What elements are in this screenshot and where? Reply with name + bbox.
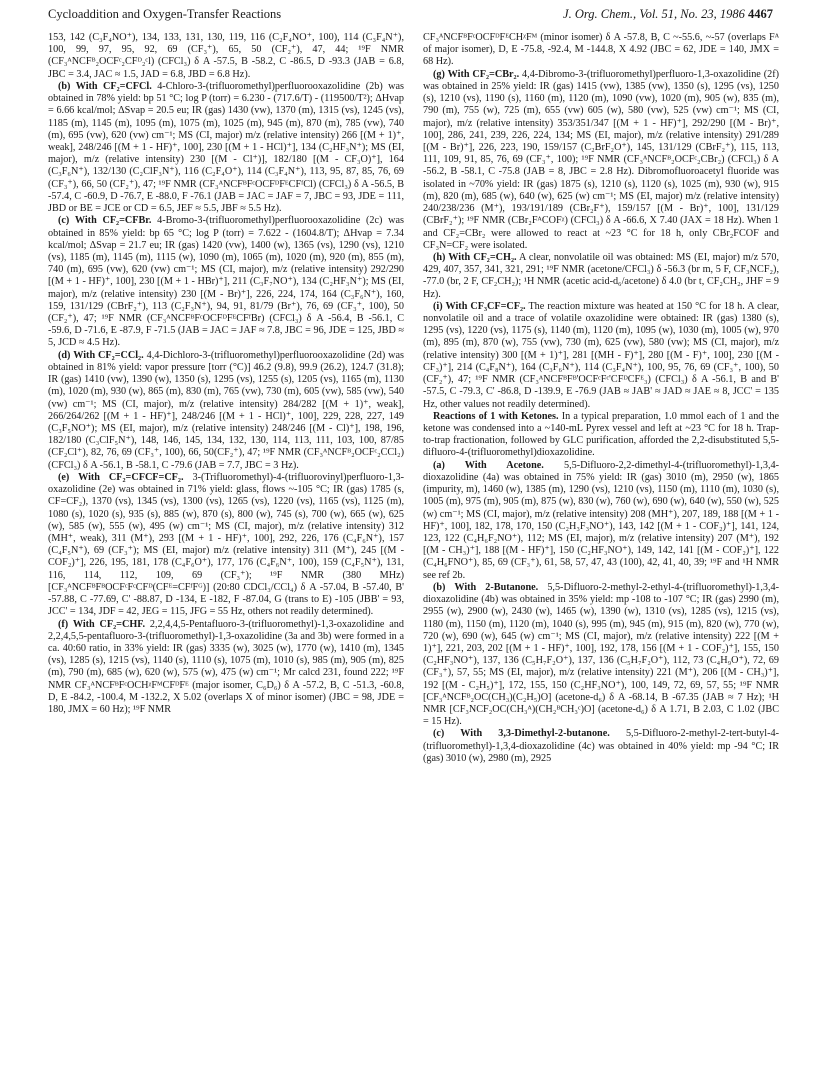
paragraph xyxy=(423,252,779,301)
paragraph-text: 3-(Trifluoromethyl)-4-(trifluorovinyl)perfluoro-1,3-oxazolidine (2e) was obtained in 71% yield: glass, flows ~-105 °C; IR (gas) 1785 (s, CF=CF₂), 1370 (vs), 1345 (vs), 1300 (vs), 1265 (vs), 1220 (vs), 1165 (vs), 1125 (m), 1080 (s), 1020 (s), 935 (s), 885 (w), 870 (s), 800 (w), 745 (s), 700 (w), 665 (w), 625 (w), 585 (w), 555 (w), 495 (w) cm⁻¹; MS (CI, major), m/z (relative intensity) 312 (MH⁺, weak), 311 (M⁺), 293 [(M + 1 - HF)⁺, 100], 292, 226, 176 (C₄F₆N⁺), 157 (C₄F₅N⁺), 69 (CF₃⁺); MS (EI, major) m/z (relative intensity) 311 (M⁺), 245 [(M - COF₂)⁺], 226, 195, 181, 178 (C₄F₆O⁺), 177, 176 (C₄F₆N⁺, 100), 159 (C₄F₅N⁺), 131, 116, 114, 112, 109, 69 (CF₃⁺); ¹⁹F NMR (380 MHz) [CF₃ᴬNCFᴮFᴮOCFᶜFᶜCFᴰ(CFᴱ=CFᶠFᴳ)] (20:80 CDCl₃/CCl₄) δ A -57.04, B -57.40, B' -57.88, C -77.69, C' -88.87, D -134, E -182, F -87.04, G (trans to E) -105 (JBB' = 93, JCC' = 134, JDF = 42, JEG = 115, JFG = 55 Hz, others not readily determined). xyxy=(48,471,404,618)
running-header xyxy=(48,7,773,25)
paragraph xyxy=(423,32,779,69)
paragraph xyxy=(48,32,404,81)
journal-name: J. Org. Chem., xyxy=(563,7,637,21)
running-title: Cycloaddition and Oxygen-Transfer Reactions xyxy=(48,7,282,21)
journal-citation xyxy=(563,7,773,22)
paragraph-text: 153, 142 (C₃F₄NO⁺), 134, 133, 131, 130, 119, 116 (C₂F₄NO⁺, 100), 114 (C₃F₄N⁺), 100, 99, 97, 95, 92, 69 (CF₃⁺), 65, 50 (CF₂⁺), 47, 44; ¹⁹F NMR (CF₃ᴬNCFᴮ₂OCFᶜ₂CFᴰ₂ᶜl) (CFCl₃) δ A -57.5, B -58.2, C -86.5, D -93.3 (JAB = 6.8, JBC = 3.4, JAC ≈ 1.5, JAD = 6.8, JBD = 6.8 Hz). xyxy=(48,32,404,80)
section-heading: Reactions of 1 with Ketones. xyxy=(433,410,559,422)
paragraph xyxy=(48,619,404,717)
paragraph-text: CF₃ᴬNCFᴮFᶜOCFᴰFᴱCHᵡFᴹ (minor isomer) δ A -57.8, B, C ~-55.6, ~-57 (overlaps Fᴬ of major isomer), D, E -75.8, -92.4, M -144.8, X 4.92 (JBC = 62, JDE = 140, JMX = 68 Hz). xyxy=(423,32,779,68)
volume-issue-year: Vol. 51, No. 23, 1986 xyxy=(639,7,745,21)
paragraph xyxy=(423,582,779,729)
paragraph-text: 4,4-Dibromo-3-(trifluoromethyl)perfluoro-1,3-oxazolidine (2f) was obtained in 25% yield: IR (gas) 1415 (vw), 1385 (vw), 1350 (s), 1295 (vs), 1250 (s), 1210 (vs), 1190 (s), 1160 (m), 1120 (m), 1090 (vw), 1020 (m), 905 (w), 835 (m), 790 (m), 755 (w), 725 (m), 655 (vw) 605 (w), 580 (vw), 525 (vw) cm⁻¹; MS (CI, major), m/z (relative intensity) 353/351/347 [(M + 1 - HF)⁺], 292/290 [(M - Br)⁺, 100], 286, 241, 239, 226, 224, 134; MS (EI, major), m/z (relative intensity) 291/289 [(M - Br)⁺], 226, 223, 190, 159/157 (C₂BrF₂O⁺), 145, 131/129 (CBrF₂⁺), 115, 113, 111, 109, 91, 85, 76, 69 (CF₃⁺, 100); ¹⁹F NMR (CF₃ᴬNCFᴮ₂OCFᶜ₂CBr₂) (CFCl₃) δ A -56.2, B -58.1, C -75.8 (JAB = 8, JBC = 2.8 Hz). Dibromofluoroacetyl fluoride was isolated in ~70% yield: IR (gas) 1875 (s), 1210 (s), 1120 (s), 1025 (m), 930 (w), 915 (m), 820 (m), 685 (w), 640 (w), 625 (w) cm⁻¹; MS (EI, major) m/z (relative intensity) 240/238/236 (M⁺), 193/191/189 (CBr₂F⁺), 159/157 [(M - Br)⁺, 100], 131/129 (CBrF₂⁺); ¹⁹F NMR (CBr₂FᴬCOFᵡ) (CFCl₃) δ A -66.6, X 7.40 (JAX = 18 Hz). When 1 and CF₂=CBr₂ were allowed to react at ~23 °C for 18 h, only CBr₂FCOF and CF₃N=CF₂ were isolated. xyxy=(423,68,779,251)
paragraph xyxy=(48,472,404,619)
paragraph xyxy=(48,215,404,349)
page-number: 4467 xyxy=(748,7,773,21)
paragraph xyxy=(423,411,779,460)
paragraph-text: 4-Chloro-3-(trifluoromethyl)perfluorooxazolidine (2b) was obtained in 78% yield: bp 51 °C; log P (torr) = 6.230 - (717.6/T) - (119500/T²); ΔHvap = 6.66 kcal/mol; ΔSvap = 20.5 eu; IR (gas) 1430 (vw), 1370 (m), 1315 (vs), 1245 (vs), 1185 (m), 1145 (m), 1095 (m), 1075 (m), 1025 (m), 945 (m), 870 (m), 785 (vw), 740 (m), 695 (vw), 620 (vw) cm⁻¹; MS (CI, major) m/z (relative intensity) 266 [(M + 1)⁺, weak], 248/246 [(M + 1 - HF)⁺, 100], 230 [(M + 1 - HCl)⁺], 134 (C₂HF₃N⁺); MS (EI, major), m/z (relative intensity) 230 [(M - Cl⁺)], 182/180 [(M - CF₃O)⁺], 164 (C₃F₆N⁺), 132/130 (C₂ClF₃N⁺), 116 (C₂F₄O⁺), 114 (C₃F₄N⁺), 113, 95, 87, 85, 76, 69 (CF₃⁺), 66, 50 (CF₂⁺), 47; ¹⁹F NMR (CF₃ᴬNCFᴮFᶜOCFᴰFᴱCFᶠCl) (CFCl₃) δ A -56.5, B -57.4, C -60.9, D -76.7, E -88.0, F -76.1 (JAB = JAC = JAF = 7, JBC = 93, JDE = 111, JBD or BE = JCE or CD = 6.5, JEF ≈ 5.5, JBF ≈ 5.5 Hz). xyxy=(48,80,404,215)
paragraph-text: 5,5-Difluoro-2,2-dimethyl-4-(trifluoromethyl)-1,3,4-dioxazolidine (4a) was obtained in 75% yield: IR (gas) 3010 (m), 2950 (w), 1865 (impurity, m), 1460 (w), 1385 (m), 1290 (vs), 1210 (vs), 1150 (m), 1110 (m), 1030 (s), 1005 (m), 975 (m), 905 (m), 875 (w), 830 (w), 760 (w), 690 (w), 640 (w), 550 (w), 525 (w) cm⁻¹; MS (CI, major), m/z (relative intensity) 208 (MH⁺), 207, 189, 188 [(M + 1 - HF)⁺, 100], 182, 178, 170, 150 (C₂H₃F₃NO⁺), 143, 142 [(M + 1 - COF₂)⁺], 141, 124, 123, 122 (C₄H₆F₂NO⁺), 112; MS (EI, major), m/z (relative intensity) 207 (M⁺), 192 [(M - CH₃)⁺], 188 [(M - HF)⁺], 150 (C₂HF₃NO⁺), 149, 142, 141 [(M - COF₂)⁺], 122 (C₄H₆FNO⁺), 85, 69 (CF₃⁺), 61, 58, 57, 47, 43 (100), 42, 41, 40, 39; ¹⁹F and ¹H NMR see ref 2b. xyxy=(423,459,779,581)
section-heading: (a) With Acetone. xyxy=(433,459,544,471)
section-heading: (h) With CF₂=CH₂. xyxy=(433,251,517,263)
section-heading: (b) With 2-Butanone. xyxy=(433,581,539,593)
paragraph-text: In a typical preparation, 1.0 mmol each of 1 and the ketone was condensed into a ~140-mL Pyrex vessel and left at ~23 °C for 18 h. Trap-to-trap fractionation, followed by GLC purification, afforded the 2,2-disubstituted 5,5-difluoro-4-(trifluoromethyl)dioxazolidine. xyxy=(423,410,779,459)
paragraph xyxy=(423,69,779,252)
section-heading: (i) With CF₃CF=CF₂. xyxy=(433,300,526,312)
section-heading: (f) With CF₂=CHF. xyxy=(58,618,146,630)
paragraph-text: The reaction mixture was heated at 150 °C for 18 h. A clear, nonvolatile oil and a trace of volatile oxazolidine were obtained: IR (gas) 1380 (s), 1295 (vs), 1220 (vs), 1175 (s), 1140 (m), 1120 (m), 1095 (w), 1030 (m), 1005 (w), 970 (m), 895 (m), 870 (w), 755 (vw), 730 (m), 625 (vw), 580 (vw); MS (CI, major), m/z (relative intensity) 300 [(M + 1)⁺], 281 [(MH - F)⁺], 280 [(M - F)⁺, 100], 230 [(M - CF₃)⁺], 214 (C₄F₈N⁺), 164 (C₃F₆N⁺), 114 (C₃F₄N⁺), 100, 95, 76, 69 (CF₃⁺, 100), 50 (CF₂⁺), 47; ¹⁹F NMR (CF₃ᴬNCFᴮFᴮ'OCFᶜFᶜ'CFᴰCFᴱ₃) (CFCl₃) δ A -56.1, B and B' -57.5, C -79.3, C' -86.8, D -139.9, E -76.9 (JAB ≈ JAB' ≈ JAD ≈ JAE ≈ 8, JCC' = 135 Hz, other values not readily determined). xyxy=(423,300,779,410)
paragraph-text: 5,5-Difluoro-2-methyl-2-ethyl-4-(trifluoromethyl)-1,3,4-dioxazolidine (4b) was obtained in 35% yield: mp -108 to -107 °C; IR (gas) 2990 (m), 2955 (w), 2900 (w), 2430 (w), 1465 (w), 1390 (w), 1310 (vs), 1285 (vs), 1215 (vs), 1180 (m), 1150 (m), 1120 (m), 1040 (s), 995 (m), 945 (m), 915 (m), 820 (w), 770 (w), 720 (w), 690 (w), 645 (w) cm⁻¹; MS (CI, major), m/z (relative intensity) 222 [(M + 1)⁺], 221, 203, 202 [(M + 1 - HF)⁺, 100], 192, 178, 156 [(M + 1 - COF₂)⁺], 155, 150 (C₂HF₃NO⁺), 137, 136 (C₅H₇F₂O⁺), 137, 136 (C₅H₇F₂O⁺), 112, 73 (C₄H₉O⁺), 72, 69 (CF₃⁺), 57, 55; MS (EI, major), m/z (relative intensity) 221 (M⁺), 206 [(M - CH₃)⁺], 192 [(M - C₂H₅)⁺], 172, 155, 150 (C₂HF₃NO⁺), 100, 149, 72, 69, 57, 55; ¹⁹F NMR [CF₃ᴬNCFᴮ₂OC(CH₃)(C₂H₅)O] (acetone-d₆) δ A -68.14, B -67.35 (JAB ≈ 7 Hz); ¹H NMR [CF₃NCF₂OC(CH₃ᴬ)(CH₂ᴮCH₃ᶜ)O] (acetone-d₆) δ A 1.71, B 2.03, C 1.02 (JBC = 15 Hz). xyxy=(423,581,779,728)
section-heading: (g) With CF₂=CBr₂. xyxy=(433,68,520,80)
paragraph-text: A clear, nonvolatile oil was obtained: MS (EI, major) m/z 570, 429, 407, 357, 341, 321, 291; ¹⁹F NMR (acetone/CFCl₃) δ -56.3 (br m, 5 F, CF₃NCF₂), -77.0 (br, 2 F, CF₂CH₂); ¹H NMR (acetic acid-d₆/acetone) δ 4.0 (br t, CF₂CH₂, JHF = 9 Hz). xyxy=(423,251,779,300)
paragraph-text: 2,2,4,4,5-Pentafluoro-3-(trifluoromethyl)-1,3-oxazolidine and 2,2,4,5,5-pentafluoro-3-(trifluoromethyl)-1,3-oxazolidine (3a and 3b) were formed in a ca. 40:60 ratio, in 33% yield: IR (gas) 3335 (w), 3025 (w), 1770 (w), 1410 (m), 1345 (vs), 1285 (s), 1215 (vs), 1140 (s), 1110 (s), 1075 (m), 1010 (s), 985 (m), 905 (m), 825 (m), 790 (m), 685 (w), 620 (w), 575 (w), 475 (w) cm⁻¹; Mr calcd 231, found 222; ¹⁹F NMR CF₃ᴬNCFᴮFᶜOCHᵡFᴹCFᴰFᴱ (major isomer, C₆D₆) δ A -57.2, B, C -51.3, -60.8, D, E -84.2, -100.4, M -132.2, X 5.02 (overlaps X of minor isomer) (JBC = 98, JDE = 180, JMX = 60 Hz); ¹⁹F NMR xyxy=(48,618,404,716)
section-heading: (c) With CF₂=CFBr. xyxy=(58,215,152,227)
paragraph-text: 5,5-Difluoro-2-methyl-2-tert-butyl-4-(trifluoromethyl)-1,3,4-dioxazolidine (4c) was obtained in 40% yield: mp -94 °C; IR (gas) 3010 (w), 2980 (m), 2925 xyxy=(423,728,779,764)
paragraph xyxy=(423,460,779,582)
paragraph xyxy=(423,301,779,411)
paragraph xyxy=(48,350,404,472)
right-column xyxy=(423,32,779,1057)
paragraph-text: 4,4-Dichloro-3-(trifluoromethyl)perfluorooxazolidine (2d) was obtained in 81% yield: vapor pressure [torr (°C)] 46.2 (9.8), 99.9 (26.2), 124.7 (31.8); IR (gas) 1410 (vw), 1390 (w), 1350 (s), 1295 (vs), 1255 (s), 1205 (vs), 1165 (m), 1130 (m), 1020 (m), 930 (w), 865 (m), 830 (m), 765 (vw), 730 (m), 605 (vw), 585 (vw), 540 (vw) cm⁻¹; MS (CI, major), m/z (relative intensity) 284/282 [(M + 1)⁺, weak], 266/264/262 [(M + 1 - HF)⁺], 248/246 [(M + 1 - HCl)⁺, 100], 229, 228, 227, 149 (C₃F₅NO⁺); MS (EI, major), m/z (relative intensity) 248/246 [(M - Cl)⁺], 198, 196, 182/180 (C₃ClF₅N⁺), 148, 146, 145, 134, 132, 130, 114, 113, 111, 103, 100, 87/85 (CF₂Cl⁺), 82, 76, 69 (CF₃⁺, 100), 66, 50(CF₂⁺), 47; ¹⁹F NMR (CF₃ᴬNCFᴮ₂OCFᶜ₂CCl₂) (CFCl₃) δ A -56.1, B -58.1, C -79.6 (JAB = 7.7, JBC = 3 Hz). xyxy=(48,349,404,471)
section-heading: (d) With CF₂=CCl₂. xyxy=(58,349,144,361)
paragraph-text: 4-Bromo-3-(trifluoromethyl)perfluorooxazolidine (2c) was obtained in 85% yield: bp 65 °C; log P (torr) = 7.622 - (1604.8/T); ΔHvap = 7.34 kcal/mol; ΔSvap = 21.7 eu; IR (gas) 1420 (vw), 1400 (w), 1365 (vs), 1290 (vs), 1210 (vs), 1185 (m), 1145 (m), 1115 (w), 1090 (m), 1065 (m), 1020 (m), 920 (m), 855 (m), 740 (m), 695 (vw), 620 (vw) cm⁻¹; MS (CI, major), m/z (relative intensity) 292/290 [(M + 1 - HF)⁺, 100], 230 [(M + 1 - HBr)⁺], 211 (C₃F₇NO⁺), 134 (C₂HF₃N⁺); MS (EI, major), m/z (relative intensity) 230 [(M - Br)⁺], 226, 224, 174, 164 (C₃F₆N⁺), 160, 159, 131/129 (CBrF₂⁺), 113 (C₂F₃N⁺), 94, 91, 81/79 (Br⁺), 76, 69 (CF₃⁺, 100), 50 (CF₂⁺), 47; ¹⁹F NMR (CF₃ᴬNCFᴮFᶜOCFᴰFᴱCFᶠBr) (CFCl₃) δ A -56.4, B -56.1, C -59.6, D -71.6, E -87.9, F -71.5 (JAB = JAC = JAF ≈ 7.8, JBC = 96, JDE = 125, JBD ≈ 5, JCD ≈ 4.5 Hz). xyxy=(48,215,404,349)
left-column xyxy=(48,32,404,1057)
paragraph xyxy=(48,81,404,215)
section-heading: (b) With CF₂=CFCl. xyxy=(58,80,152,92)
paragraph xyxy=(423,728,779,765)
section-heading: (c) With 3,3-Dimethyl-2-butanone. xyxy=(433,728,610,740)
section-heading: (e) With CF₂=CFCF=CF₂. xyxy=(58,471,184,483)
